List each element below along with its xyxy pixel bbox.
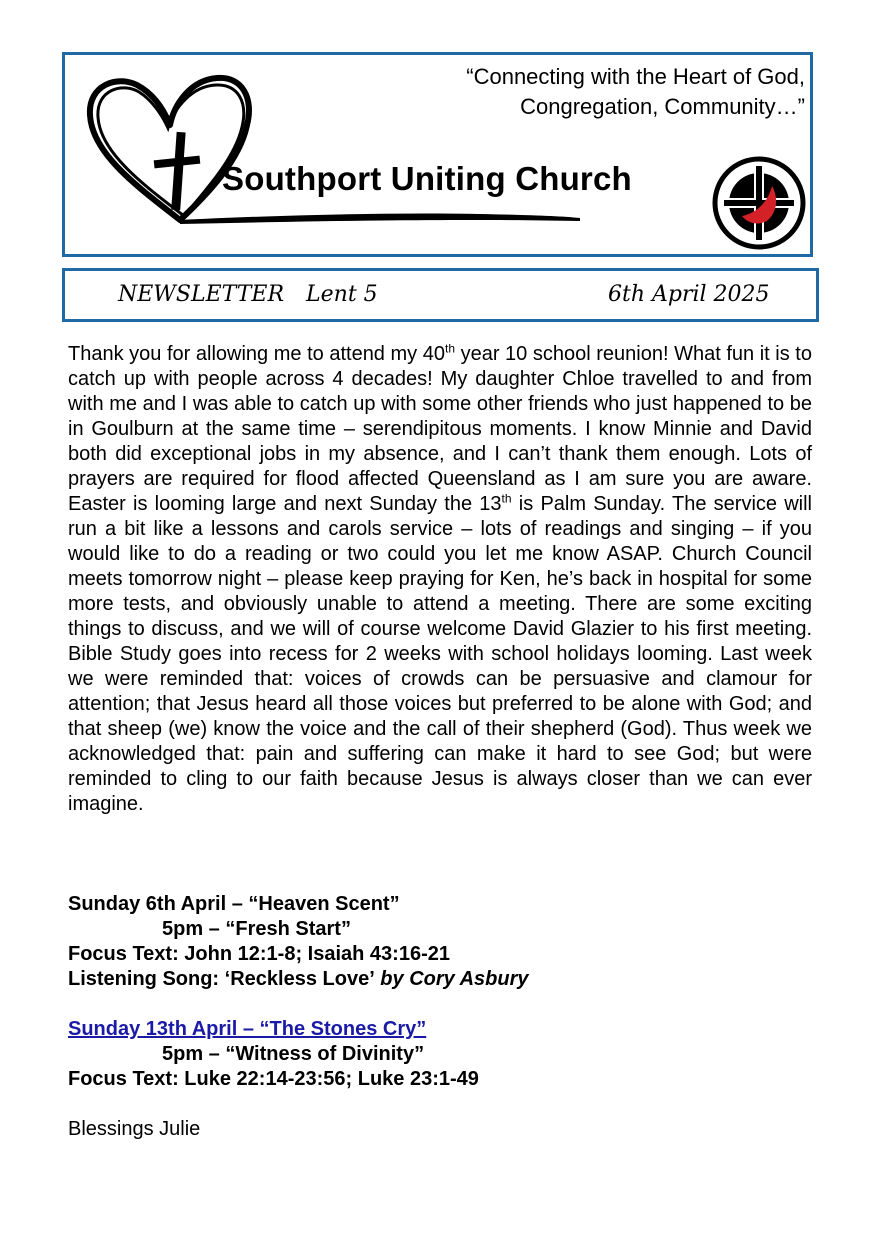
church-name: Southport Uniting Church xyxy=(222,160,632,197)
body-text-part-3: is Palm Sunday. The service will run a bit like a lessons and carols service – lots of readings and singing – if you would like to do a reading or two could you let me know ASAP. Church Council meets tomorrow night – please keep praying for Ken, he’s back in hospital for some more tests, and obviously unable to attend a meeting. There are some exciting things to discuss, and we will of course welcome David Glazier to his first meeting. Bible Study goes into recess for 2 weeks with school holidays looming. Last week we were reminded that: voices of crowds can be persuasive and clamour for attention; that Jesus heard all those voices but preferred to be alone with God; and that sheep (we) know the voice and the call of their shepherd (God). Thus week we acknowledged that: pain and suffering can make it hard to see God; but were reminded to cling to our faith because Jesus is always closer than we can ever imagine. xyxy=(68,493,812,815)
newsletter-date: 6th April 2025 xyxy=(608,282,770,307)
brush-stroke-icon xyxy=(180,206,580,226)
superscript-th-2: th xyxy=(501,491,512,506)
service-2-evening: 5pm – “Witness of Divinity” xyxy=(162,1043,425,1065)
service-2-focus: Focus Text: Luke 22:14-23:56; Luke 23:1-49 xyxy=(68,1068,479,1090)
body-paragraph xyxy=(68,342,812,817)
service-1-evening: 5pm – “Fresh Start” xyxy=(162,918,351,940)
tagline-line-1: “Connecting with the Heart of God, xyxy=(466,64,805,89)
tagline-line-2: Congregation, Community…” xyxy=(520,94,805,119)
song-label: Listening Song: xyxy=(68,968,225,990)
body-text-part-2: year 10 school reunion! What fun it is to catch up with people across 4 decades! My daughter Chloe travelled to and from with me and I was able to catch up with some other friends who just happened to be in Goulburn at the same time – serendipitous moments. I know Minnie and David both did exceptional jobs in my absence, and I can’t thank them enough. Lots of prayers are required for flood affected Queensland as I am sure you are aware. Easter is looming large and next Sunday the 13 xyxy=(68,343,812,515)
newsletter-season: Lent 5 xyxy=(306,282,378,307)
service-1-song xyxy=(68,967,529,992)
service-2-title-link[interactable]: Sunday 13th April – “The Stones Cry” xyxy=(68,1018,427,1040)
song-title: ‘Reckless Love’ xyxy=(224,968,375,990)
tagline xyxy=(466,62,805,122)
song-artist: by Cory Asbury xyxy=(374,968,529,990)
signoff: Blessings Julie xyxy=(68,1118,201,1140)
uniting-church-logo-icon xyxy=(712,156,806,250)
newsletter-label-group xyxy=(118,282,400,307)
service-1-focus: Focus Text: John 12:1-8; Isaiah 43:16-21 xyxy=(68,943,450,965)
service-1-title: Sunday 6th April – “Heaven Scent” xyxy=(68,893,400,915)
newsletter-label: NEWSLETTER xyxy=(118,282,285,307)
superscript-th-1: th xyxy=(444,341,455,356)
body-text-part-1: Thank you for allowing me to attend my 40 xyxy=(68,343,445,365)
